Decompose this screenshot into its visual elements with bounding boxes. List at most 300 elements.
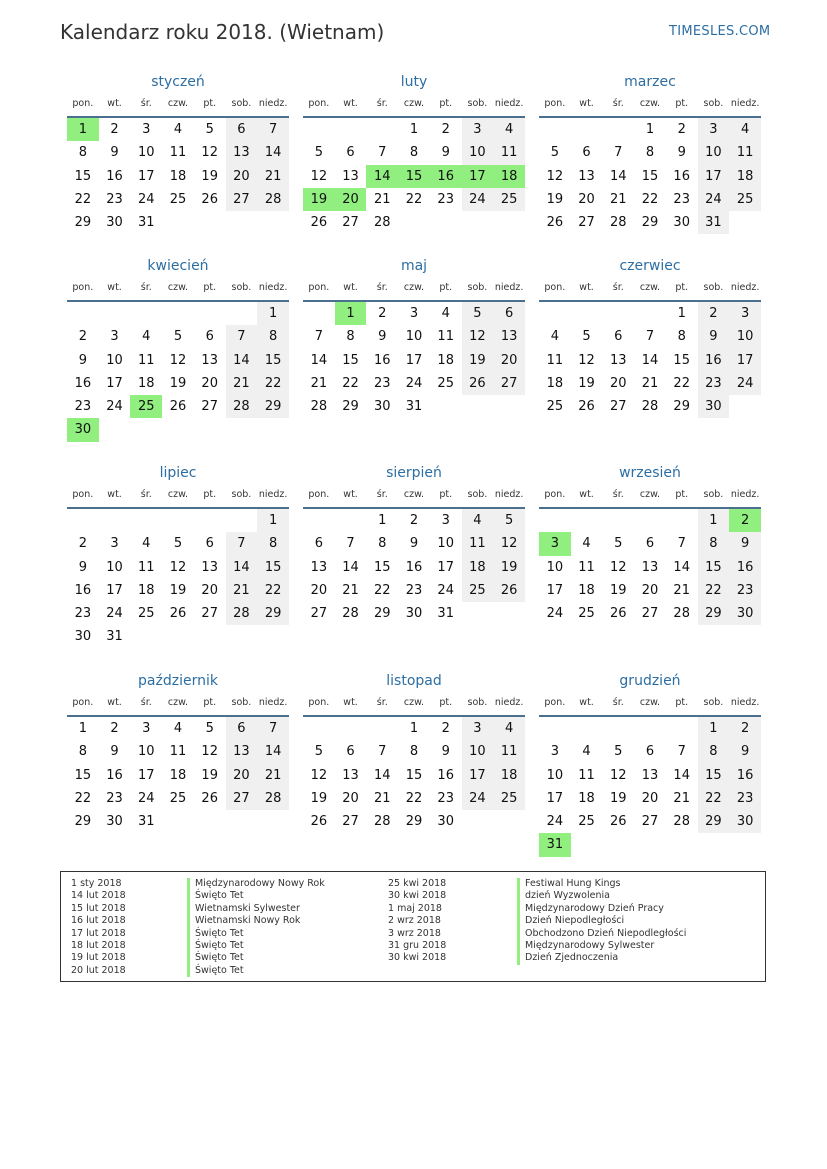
weekday-label: sob. <box>231 282 252 293</box>
day-cell: 17 <box>546 790 564 806</box>
day-cell: 18 <box>138 375 155 391</box>
day-cell: 21 <box>374 191 391 207</box>
day-cell: 4 <box>142 536 151 552</box>
day-cell: 21 <box>641 375 659 391</box>
month-5 <box>303 256 525 418</box>
weekday-label: niedz. <box>730 697 760 708</box>
empty-cell <box>303 118 335 141</box>
weekday-label: sob. <box>703 98 724 109</box>
day-cell: 28 <box>641 399 659 415</box>
day-cell: 27 <box>310 606 328 622</box>
day-cell: 17 <box>698 165 730 188</box>
weekday-header <box>67 487 289 507</box>
weekday-label: pt. <box>203 282 217 293</box>
empty-cell <box>194 302 226 325</box>
day-cell: 24 <box>106 606 123 622</box>
day-cell: 8 <box>378 536 387 552</box>
weekday-label: śr. <box>140 282 152 293</box>
weekday-label: sob. <box>467 697 488 708</box>
day-cell: 11 <box>729 141 761 164</box>
day-cell: 14 <box>673 767 690 783</box>
weekday-label: niedz. <box>258 282 288 293</box>
day-cell: 15 <box>698 556 730 579</box>
day-cell: 18 <box>546 375 564 391</box>
days-grid <box>67 717 289 833</box>
weekday-label: czw. <box>167 282 189 293</box>
days-grid <box>67 118 289 234</box>
weekday-label: pon. <box>544 489 566 500</box>
day-cell: 16 <box>673 168 690 184</box>
day-cell: 7 <box>378 744 387 760</box>
day-cell: 4 <box>582 744 591 760</box>
holiday-name: Święto Tet <box>187 890 325 902</box>
weekday-label: śr. <box>612 282 624 293</box>
day-cell: 23 <box>405 582 423 598</box>
empty-cell <box>366 717 398 740</box>
day-cell: 5 <box>582 329 591 345</box>
day-cell: 3 <box>698 118 730 141</box>
day-cell: 28 <box>226 395 258 418</box>
day-cell: 9 <box>110 145 119 161</box>
day-cell: 24 <box>138 191 155 207</box>
day-cell: 17 <box>106 582 123 598</box>
day-cell: 8 <box>78 145 87 161</box>
holiday-date: 2 wrz 2018 <box>388 915 441 927</box>
day-cell: 4 <box>493 717 525 740</box>
day-cell: 6 <box>645 744 655 760</box>
day-cell: 10 <box>462 141 494 164</box>
day-cell: 16 <box>74 582 92 598</box>
month-3 <box>539 72 761 234</box>
day-cell: 7 <box>226 325 258 348</box>
weekday-label: śr. <box>140 697 152 708</box>
day-cell: 20 <box>342 790 359 806</box>
day-cell: 12 <box>610 559 627 575</box>
day-cell: 11 <box>578 559 595 575</box>
day-cell: 31 <box>698 211 730 234</box>
day-cell: 2 <box>110 721 119 736</box>
day-cell: 3 <box>142 122 151 137</box>
day-cell: 9 <box>441 744 450 760</box>
holiday-date: 16 lut 2018 <box>71 915 126 927</box>
day-cell: 26 <box>169 399 187 415</box>
day-cell: 5 <box>462 302 494 325</box>
day-cell: 16 <box>374 352 391 368</box>
month-name: lipiec <box>159 465 197 481</box>
day-cell: 14 <box>673 559 690 575</box>
weekday-label: niedz. <box>730 282 760 293</box>
weekday-label: czw. <box>403 98 425 109</box>
day-cell: 16 <box>698 349 730 372</box>
day-cell: 6 <box>645 536 655 552</box>
empty-cell <box>666 717 698 740</box>
day-cell: 2 <box>378 306 387 321</box>
day-cell: 18 <box>578 582 595 598</box>
day-cell: 25 <box>578 606 595 622</box>
empty-cell <box>539 302 571 325</box>
day-cell: 30 <box>698 395 730 418</box>
day-cell: 22 <box>74 790 92 806</box>
empty-cell <box>571 302 603 325</box>
day-cell: 4 <box>441 306 450 321</box>
day-cell: 11 <box>169 145 187 161</box>
day-cell: 7 <box>226 532 258 555</box>
holidays-legend <box>60 871 766 982</box>
day-cell: 17 <box>462 764 494 787</box>
day-cell: 13 <box>641 559 659 575</box>
day-cell: 9 <box>78 352 87 368</box>
holiday-name: Święto Tet <box>187 965 325 977</box>
month-12 <box>539 671 761 857</box>
day-cell: 15 <box>74 767 92 783</box>
day-cell: 2 <box>698 302 730 325</box>
day-cell: 28 <box>226 602 258 625</box>
day-cell: 27 <box>201 399 218 415</box>
days-grid <box>539 509 761 625</box>
day-cell: 30 <box>374 399 391 415</box>
weekday-label: pt. <box>203 98 217 109</box>
weekday-label: pon. <box>544 697 566 708</box>
day-cell: 17 <box>729 349 761 372</box>
day-cell: 23 <box>374 375 391 391</box>
holiday-name: dzień Wyzwolenia <box>517 890 686 902</box>
weekday-label: czw. <box>167 98 189 109</box>
month-10 <box>67 671 289 833</box>
holiday-date: 31 gru 2018 <box>388 939 447 951</box>
weekday-label: czw. <box>639 489 661 500</box>
day-cell: 27 <box>641 814 659 830</box>
day-cell: 3 <box>729 302 761 325</box>
day-cell: 26 <box>493 579 525 602</box>
day-cell: 19 <box>201 168 218 184</box>
day-cell: 24 <box>138 790 155 806</box>
day-cell: 22 <box>257 372 289 395</box>
day-cell: 11 <box>437 329 454 345</box>
day-cell: 7 <box>645 329 655 345</box>
day-cell: 24 <box>698 188 730 211</box>
day-cell: 30 <box>673 215 690 231</box>
day-cell: 30 <box>437 814 454 830</box>
day-cell: 2 <box>677 122 686 137</box>
day-cell: 4 <box>462 509 494 532</box>
day-cell: 22 <box>698 787 730 810</box>
month-name: czerwiec <box>619 258 681 274</box>
day-cell: 14 <box>257 740 289 763</box>
empty-cell <box>303 302 335 325</box>
day-cell: 30 <box>729 602 761 625</box>
day-cell: 1 <box>698 717 730 740</box>
holiday-name: Międzynarodowy Sylwester <box>517 940 686 952</box>
day-cell: 4 <box>550 329 559 345</box>
holiday-date: 17 lut 2018 <box>71 927 126 939</box>
day-cell: 18 <box>138 582 155 598</box>
empty-cell <box>602 118 634 141</box>
day-cell: 20 <box>610 375 627 391</box>
weekday-label: wt. <box>579 98 594 109</box>
day-cell: 31 <box>405 399 423 415</box>
day-cell: 29 <box>698 810 730 833</box>
day-cell: 29 <box>641 215 659 231</box>
day-cell: 6 <box>226 118 258 141</box>
day-cell: 14 <box>342 559 359 575</box>
day-cell: 4 <box>582 536 591 552</box>
month-4 <box>67 256 289 442</box>
day-cell: 1 <box>378 513 387 528</box>
day-cell: 7 <box>257 717 289 740</box>
day-cell: 1 <box>257 509 289 532</box>
day-cell: 21 <box>342 582 359 598</box>
day-cell: 11 <box>493 141 525 164</box>
day-cell: 8 <box>645 145 655 161</box>
day-cell: 22 <box>698 579 730 602</box>
day-cell: 15 <box>405 767 423 783</box>
day-cell: 13 <box>310 559 328 575</box>
holiday-dates-column <box>71 878 126 977</box>
day-cell: 14 <box>610 168 627 184</box>
day-cell: 10 <box>698 141 730 164</box>
day-cell: 14 <box>310 352 328 368</box>
day-cell: 23 <box>729 787 761 810</box>
day-cell: 5 <box>205 721 214 736</box>
day-cell: 6 <box>205 329 214 345</box>
day-cell: 15 <box>641 168 659 184</box>
day-cell: 12 <box>310 767 328 783</box>
holiday-names-column <box>517 878 686 965</box>
day-cell: 12 <box>546 168 564 184</box>
day-cell: 5 <box>314 145 323 161</box>
weekday-label: wt. <box>579 489 594 500</box>
day-cell: 6 <box>493 302 525 325</box>
holiday-date: 1 sty 2018 <box>71 878 122 889</box>
day-cell: 19 <box>546 191 564 207</box>
weekday-label: pon. <box>72 282 94 293</box>
day-cell: 16 <box>405 559 423 575</box>
weekday-label: czw. <box>167 697 189 708</box>
empty-cell <box>99 302 131 325</box>
day-cell: 20 <box>226 165 258 188</box>
day-cell: 13 <box>342 767 359 783</box>
day-cell: 15 <box>257 349 289 372</box>
empty-cell <box>226 302 258 325</box>
weekday-label: czw. <box>639 697 661 708</box>
day-cell: 28 <box>374 215 391 231</box>
day-cell: 27 <box>342 814 359 830</box>
day-cell: 6 <box>582 145 591 161</box>
day-cell: 18 <box>437 352 454 368</box>
day-cell: 1 <box>677 306 686 321</box>
weekday-label: wt. <box>343 98 358 109</box>
day-cell: 30 <box>67 418 99 441</box>
weekday-label: czw. <box>403 282 425 293</box>
empty-cell <box>634 302 666 325</box>
weekday-label: wt. <box>343 282 358 293</box>
day-cell: 1 <box>335 302 367 325</box>
day-cell: 7 <box>257 118 289 141</box>
empty-cell <box>194 509 226 532</box>
empty-cell <box>303 509 335 532</box>
weekday-label: pt. <box>439 282 453 293</box>
day-cell: 10 <box>138 744 155 760</box>
day-cell: 16 <box>74 375 92 391</box>
day-cell: 18 <box>729 165 761 188</box>
weekday-label: wt. <box>579 697 594 708</box>
day-cell: 29 <box>257 602 289 625</box>
day-cell: 10 <box>138 145 155 161</box>
weekday-header <box>539 96 761 116</box>
site-link[interactable]: TIMESLES.COM <box>669 24 771 39</box>
day-cell: 28 <box>610 215 627 231</box>
holiday-name: Dzień Zjednoczenia <box>517 952 686 964</box>
day-cell: 25 <box>462 579 494 602</box>
weekday-label: niedz. <box>258 697 288 708</box>
empty-cell <box>67 302 99 325</box>
day-cell: 31 <box>138 814 155 830</box>
weekday-label: niedz. <box>258 489 288 500</box>
holiday-date: 20 lut 2018 <box>71 964 126 976</box>
day-cell: 11 <box>169 744 187 760</box>
weekday-label: niedz. <box>730 489 760 500</box>
weekday-header <box>539 280 761 300</box>
empty-cell <box>634 509 666 532</box>
day-cell: 14 <box>226 556 258 579</box>
day-cell: 11 <box>138 352 155 368</box>
weekday-label: pon. <box>544 98 566 109</box>
day-cell: 23 <box>673 191 690 207</box>
day-cell: 24 <box>729 372 761 395</box>
weekday-label: śr. <box>140 489 152 500</box>
empty-cell <box>539 118 571 141</box>
empty-cell <box>571 717 603 740</box>
day-cell: 16 <box>437 767 454 783</box>
day-cell: 11 <box>493 740 525 763</box>
day-cell: 15 <box>74 168 92 184</box>
empty-cell <box>634 717 666 740</box>
holiday-name: Festiwal Hung Kings <box>517 878 686 890</box>
day-cell: 3 <box>142 721 151 736</box>
weekday-label: śr. <box>376 98 388 109</box>
month-name: grudzień <box>619 673 681 689</box>
day-cell: 28 <box>342 606 359 622</box>
month-2 <box>303 72 525 234</box>
day-cell: 6 <box>346 145 355 161</box>
day-cell: 13 <box>226 141 258 164</box>
day-cell: 17 <box>106 375 123 391</box>
weekday-header <box>303 96 525 116</box>
empty-cell <box>571 118 603 141</box>
day-cell: 25 <box>169 191 187 207</box>
day-cell: 6 <box>614 329 623 345</box>
empty-cell <box>67 509 99 532</box>
day-cell: 2 <box>78 536 87 552</box>
empty-cell <box>335 717 367 740</box>
day-cell: 18 <box>493 165 525 188</box>
day-cell: 27 <box>226 787 258 810</box>
day-cell: 10 <box>106 559 123 575</box>
day-cell: 24 <box>546 606 564 622</box>
day-cell: 21 <box>257 165 289 188</box>
weekday-label: wt. <box>107 489 122 500</box>
day-cell: 25 <box>546 399 564 415</box>
day-cell: 17 <box>546 582 564 598</box>
day-cell: 13 <box>201 559 218 575</box>
day-cell: 23 <box>106 790 123 806</box>
day-cell: 22 <box>673 375 690 391</box>
weekday-header <box>539 487 761 507</box>
day-cell: 5 <box>550 145 559 161</box>
day-cell: 3 <box>110 536 119 552</box>
weekday-label: pon. <box>72 98 94 109</box>
day-cell: 15 <box>374 559 391 575</box>
weekday-label: śr. <box>376 282 388 293</box>
weekday-label: czw. <box>639 282 661 293</box>
holiday-date: 25 kwi 2018 <box>388 878 447 889</box>
day-cell: 18 <box>169 767 187 783</box>
weekday-label: wt. <box>107 98 122 109</box>
empty-cell <box>130 509 162 532</box>
day-cell: 11 <box>138 559 155 575</box>
day-cell: 26 <box>169 606 187 622</box>
day-cell: 12 <box>310 168 328 184</box>
weekday-label: niedz. <box>494 98 524 109</box>
day-cell: 11 <box>578 767 595 783</box>
month-11 <box>303 671 525 833</box>
day-cell: 31 <box>138 215 155 231</box>
day-cell: 21 <box>310 375 328 391</box>
days-grid <box>303 717 525 833</box>
day-cell: 1 <box>78 721 87 736</box>
day-cell: 19 <box>493 556 525 579</box>
holiday-name: Międzynarodowy Dzień Pracy <box>517 903 686 915</box>
day-cell: 17 <box>462 165 494 188</box>
weekday-label: niedz. <box>494 489 524 500</box>
day-cell: 7 <box>614 145 623 161</box>
day-cell: 2 <box>441 721 450 736</box>
day-cell: 28 <box>374 814 391 830</box>
month-name: luty <box>400 74 428 90</box>
day-cell: 1 <box>257 302 289 325</box>
day-cell: 22 <box>342 375 359 391</box>
day-cell: 17 <box>138 168 155 184</box>
day-cell: 30 <box>106 215 123 231</box>
day-cell: 10 <box>546 767 564 783</box>
day-cell: 12 <box>462 325 494 348</box>
day-cell: 6 <box>205 536 214 552</box>
day-cell: 8 <box>346 329 355 345</box>
day-cell: 13 <box>578 168 595 184</box>
day-cell: 18 <box>578 790 595 806</box>
weekday-label: pt. <box>439 98 453 109</box>
day-cell: 19 <box>610 582 627 598</box>
day-cell: 7 <box>314 329 323 345</box>
day-cell: 22 <box>641 191 659 207</box>
day-cell: 13 <box>493 325 525 348</box>
day-cell: 18 <box>493 764 525 787</box>
month-name: styczeń <box>151 74 205 90</box>
day-cell: 25 <box>493 188 525 211</box>
day-cell: 3 <box>550 744 559 760</box>
day-cell: 24 <box>462 787 494 810</box>
day-cell: 2 <box>729 717 761 740</box>
day-cell: 18 <box>462 556 494 579</box>
weekday-header <box>67 96 289 116</box>
day-cell: 29 <box>673 399 690 415</box>
day-cell: 9 <box>729 532 761 555</box>
weekday-label: pon. <box>308 98 330 109</box>
day-cell: 9 <box>677 145 686 161</box>
day-cell: 3 <box>110 329 119 345</box>
weekday-header <box>303 695 525 715</box>
day-cell: 4 <box>173 122 183 137</box>
